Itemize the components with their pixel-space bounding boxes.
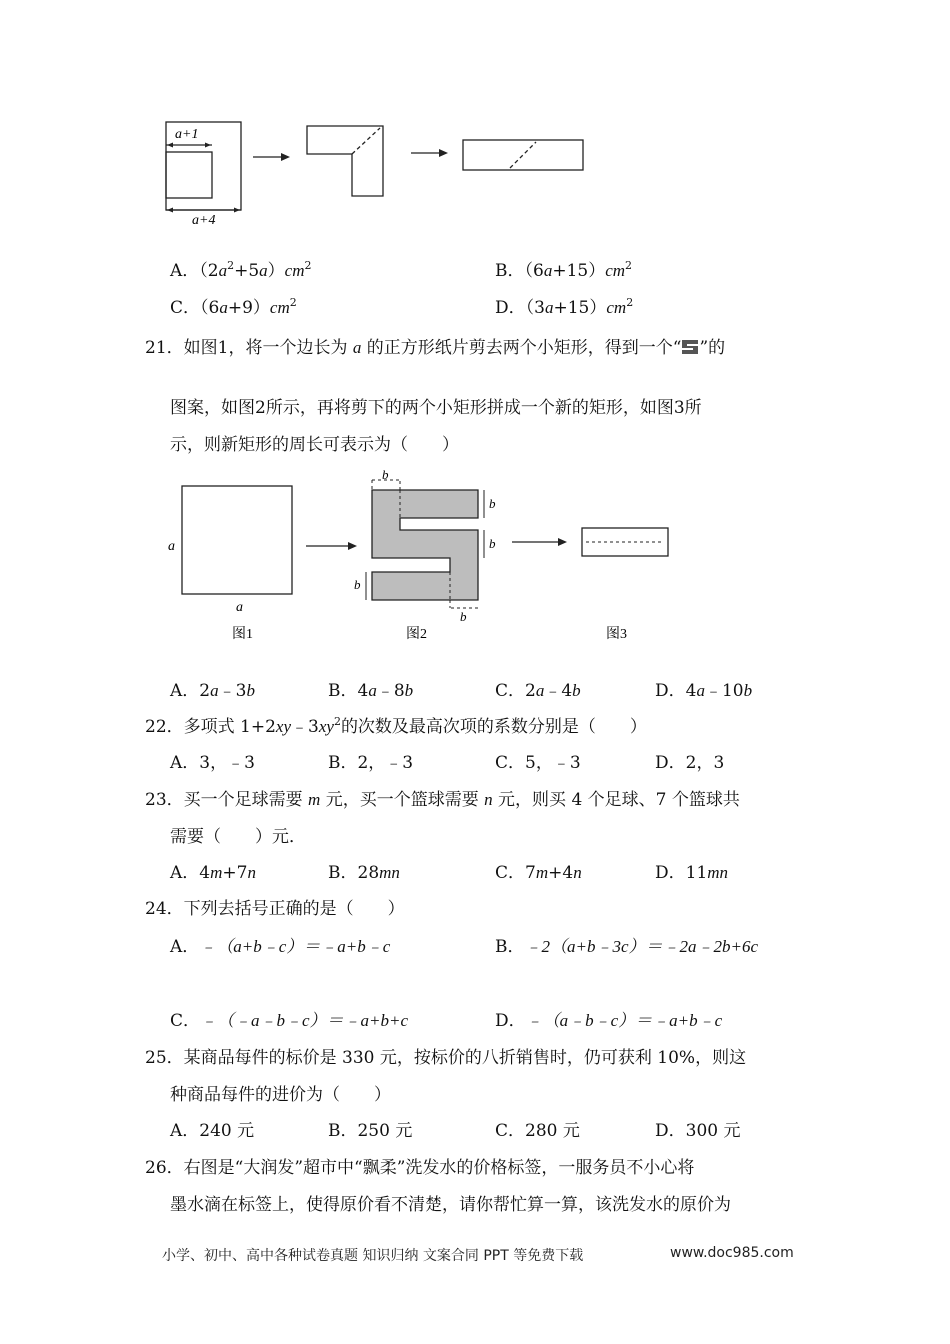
q22-stem: 22．多项式 $1+2xy﹣3xy^2$的次数及最高次项的系数分别是（ ） [145,715,647,737]
fig1-label-left: a [168,539,175,554]
fig20-label-bottom: a+4 [192,213,216,228]
q22-option-a: A．3，﹣3 [170,753,255,773]
q21-option-b: B．4a﹣8b [328,681,414,701]
q22-option-b: B．2，﹣3 [328,753,414,773]
q25-option-b: B．250 元 [328,1121,413,1141]
q25-option-a: A．240 元 [170,1121,255,1141]
fig2-label-b: b [354,577,361,592]
q23-stem-line2: 需要（ ）元． [170,827,306,847]
q22-option-c: C．5，﹣3 [495,753,581,773]
q26-stem-line2: 墨水滴在标签上，使得原价看不清楚，请你帮忙算一算，该洗发水的原价为 [170,1195,731,1215]
q21-stem-line1: 21．如图1，将一个边长为 a 的正方形纸片剪去两个小矩形，得到一个“ ”的 [145,338,726,358]
q20-option-a: A．$(2a^2+5a)cm^2$ [170,259,312,281]
q21-option-c: C．2a﹣4b [495,681,581,701]
q20-option-b: B．$(6a+15)cm^2$ [495,259,633,281]
q21-stem-line3: 示，则新矩形的周长可表示为（ ） [170,435,459,455]
fig20-long-rect [463,140,583,170]
q20-option-c: C．$(6a+9)cm^2$ [170,296,297,318]
q21-stem-line2: 图案，如图2所示，再将剪下的两个小矩形拼成一个新的矩形，如图3所 [170,398,702,418]
fig3-caption: 图3 [606,627,627,642]
fig2-caption: 图2 [406,627,427,642]
q23-option-b: B．28mn [328,863,400,883]
q25-option-d: D．300 元 [655,1121,741,1141]
fig20-inner-rect [166,152,212,198]
q23-option-c: C．7m+4n [495,863,582,883]
q21-option-d: D．4a﹣10b [655,681,753,701]
q26-stem-line1: 26．右图是“大润发”超市中“飘柔”洗发水的价格标签，一服务员不小心将 [145,1158,695,1178]
fig20-l-shape [307,126,383,196]
fig2-label-b: b [489,536,496,551]
fig2-label-b: b [382,468,389,482]
q25-stem-line2: 种商品每件的进价为（ ） [170,1085,391,1105]
q24-option-d: D．﹣（a﹣b﹣c）＝﹣a+b﹣c [495,1011,723,1031]
s-shape-icon [681,339,699,355]
q23-option-a: A．4m+7n [170,863,256,883]
q24-option-b: B．﹣2（a+b﹣3c）＝﹣2a﹣2b+6c [495,937,759,957]
q22-option-d: D．2，3 [655,753,725,773]
q20-option-d: D．$(3a+15)cm^2$ [495,296,634,318]
q25-option-c: C．280 元 [495,1121,580,1141]
q25-stem-line1: 25．某商品每件的标价是 330 元，按标价的八折销售时，仍可获利 10%，则这 [145,1048,747,1068]
footer-text: 小学、初中、高中各种试卷真题 知识归纳 文案合同 PPT 等免费下载 [162,1248,584,1264]
fig1-square [182,486,292,594]
q23-option-d: D．11mn [655,863,729,883]
fig2-label-b: b [460,609,467,624]
fig2-label-b: b [489,496,496,511]
q21-figure [160,468,680,648]
q20-figure [160,118,600,228]
fig1-caption: 图1 [232,627,253,642]
q24-stem: 24．下列去括号正确的是（ ） [145,899,405,919]
fig2-s-shape [372,490,478,600]
q24-option-a: A．﹣（a+b﹣c）＝﹣a+b﹣c [170,937,391,957]
fig1-label-bottom: a [236,600,243,615]
q23-stem-line1: 23．买一个足球需要 m 元，买一个篮球需要 n 元，则买 4 个足球、7 个篮球共 [145,790,740,810]
q21-option-a: A．2a﹣3b [170,681,255,701]
fig20-label-top: a+1 [175,127,199,142]
footer-url[interactable]: www.doc985.com [670,1245,794,1261]
q24-option-c: C．﹣（﹣a﹣b﹣c）＝﹣a+b+c [170,1011,409,1031]
